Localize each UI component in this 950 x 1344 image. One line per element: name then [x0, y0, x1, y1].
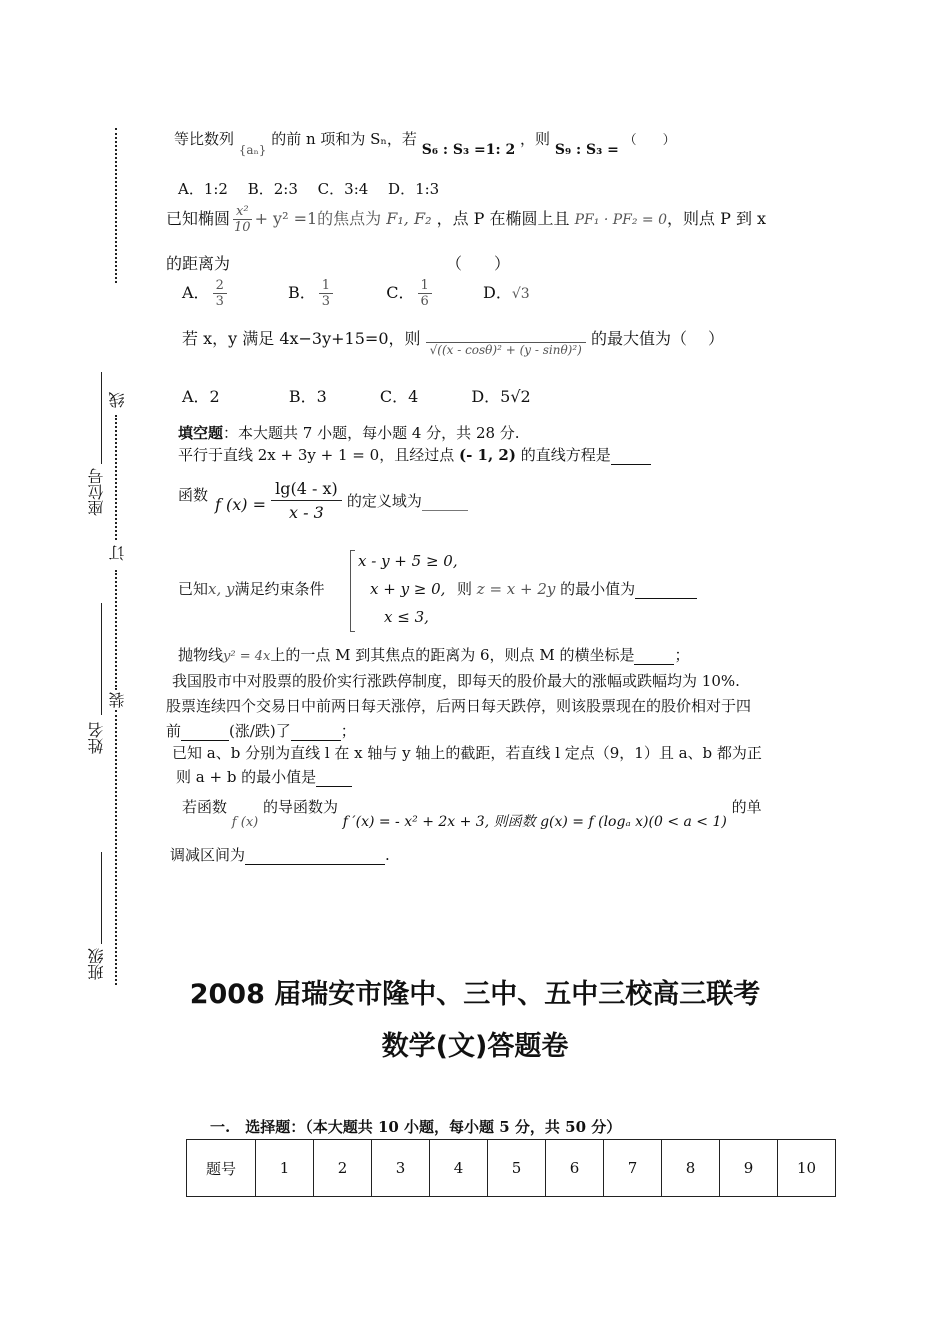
- answer-blank[interactable]: [291, 722, 341, 741]
- question-number-cell: 5: [488, 1140, 546, 1197]
- fill-q4: 抛物线y² = 4x上的一点 M 到其焦点的距离为 6，则点 M 的横坐标是 ；: [178, 646, 690, 664]
- binding-ding-label: 订: [108, 545, 127, 561]
- fill-section-header: 填空题：本大题共 7 小题，每小题 4 分，共 28 分.: [178, 424, 520, 442]
- name-label: 姓名: [87, 722, 106, 754]
- fill-q1: 平行于直线 2x + 3y + 1 = 0，且经过点 (- 1, 2) 的直线方程是: [178, 444, 651, 465]
- question-number-cell: 1: [256, 1140, 314, 1197]
- max-options: A．2 B．3 C．4 D．5√2: [182, 387, 531, 406]
- fill-q3: 已知x, y满足约束条件: [178, 580, 325, 598]
- question-geometric-sequence: 等比数列 $_{\{a_n\}}$ 的前 n 项和为 Sₙ，若 S₆ : S₃ =1: 2 ，则 S₉ : S₃ = （ ）: [174, 130, 676, 158]
- table-row: [187, 1140, 836, 1197]
- fill-q7-line2: 调减区间为 .: [170, 846, 390, 864]
- constraint-1: x - y + 5 ≥ 0,: [358, 552, 458, 570]
- question-number-cell: 7: [604, 1140, 662, 1197]
- binding-dotted-line: [115, 570, 117, 690]
- answer-blank[interactable]: [635, 580, 697, 599]
- constraint-3: x ≤ 3,: [384, 608, 429, 626]
- constraint-2: x + y ≥ 0,: [370, 580, 446, 598]
- exam-subtitle: 数学(文)答题卷: [381, 1031, 569, 1062]
- question-number-cell: 3: [372, 1140, 430, 1197]
- binding-dotted-line: [115, 710, 117, 985]
- question-number-cell: 8: [662, 1140, 720, 1197]
- question-max-value: 若 x，y 满足 4x−3y+15=0，则 $_{√((x - cos\theta)^2 + (y - sin\theta)^2)}$ 的最大值为（ ）: [182, 329, 725, 357]
- answer-blank[interactable]: [316, 768, 352, 787]
- fill-q3-objective: 则 z = x + 2y 的最小值为: [457, 578, 697, 599]
- question-number-cell: 4: [430, 1140, 488, 1197]
- binding-zhuang-label: 装: [108, 692, 127, 708]
- seat-number-label: 座位号: [87, 468, 106, 516]
- binding-line-label: 线: [108, 392, 127, 408]
- geometric-options: A．1:2 B．2:3 C．3:4 D．1:3: [178, 180, 440, 198]
- binding-dotted-line: [115, 128, 117, 283]
- ellipse-options: A． $\frac{2}{3}$ B． $\frac{1}{3}$ C． $\frac{1}{6}$ D．√3: [182, 278, 530, 309]
- ellipse-line2: 的距离为: [166, 254, 231, 273]
- fill-q5-line2: 股票连续四个交易日中前两日每天涨停，后两日每天跌停，则该股票现在的股价相对于四: [166, 697, 752, 715]
- answer-blank[interactable]: [245, 846, 385, 865]
- question-number-cell: 2: [314, 1140, 372, 1197]
- answer-blank[interactable]: [634, 646, 674, 665]
- fill-q2-function: f (x) = $\frac{\lg(4 - x)}{x - 3}$ 的定义域为: [215, 478, 468, 525]
- question-ellipse: 已知椭圆 $\frac{\text{x²}}{10}$ + y² =1的焦点为 F₁, F₂ ，点 P 在椭圆上且 PF₁ · PF₂ = 0，则点 P 到 x: [166, 204, 767, 235]
- constraint-brace: [350, 550, 355, 632]
- table-header-cell: 题号: [187, 1140, 256, 1197]
- section-one-label: 一. 选择题：（本大题共 10 小题，每小题 5 分，共 50 分）: [210, 1118, 622, 1136]
- answer-table: [186, 1139, 836, 1197]
- class-blank[interactable]: [101, 852, 102, 944]
- seat-number-blank[interactable]: [101, 372, 102, 464]
- answer-blank[interactable]: [611, 446, 651, 465]
- exam-title: 2008 届瑞安市隆中、三中、五中三校高三联考: [189, 979, 761, 1010]
- ellipse-paren: （ ）: [446, 254, 511, 273]
- fill-q2: 函数: [178, 486, 209, 504]
- binding-dotted-line: [115, 415, 117, 540]
- question-number-cell: 10: [778, 1140, 836, 1197]
- fill-q6-line2: 则 a + b 的最小值是: [176, 766, 352, 787]
- fill-q5-line3: 前 (涨/跌)了 ；: [166, 722, 356, 740]
- fill-q7: 若函数 f (x) 的导函数为 f ′(x) = - x² + 2x + 3, 则函数 g(x) = f (logₐ x)(0 < a < 1) 的单: [182, 798, 762, 830]
- question-number-cell: 9: [720, 1140, 778, 1197]
- fill-q5-line1: 我国股市中对股票的股价实行涨跌停制度，即每天的股价最大的涨幅或跌幅均为 10%.: [172, 672, 740, 690]
- fill-q6-line1: 已知 a、b 分别为直线 l 在 x 轴与 y 轴上的截距，若直线 l 定点（9，1）且 a、b 都为正: [172, 744, 762, 762]
- answer-blank[interactable]: [422, 491, 468, 511]
- class-label: 班级: [87, 948, 106, 980]
- name-blank[interactable]: [101, 603, 102, 715]
- answer-blank[interactable]: [181, 722, 229, 741]
- question-number-cell: 6: [546, 1140, 604, 1197]
